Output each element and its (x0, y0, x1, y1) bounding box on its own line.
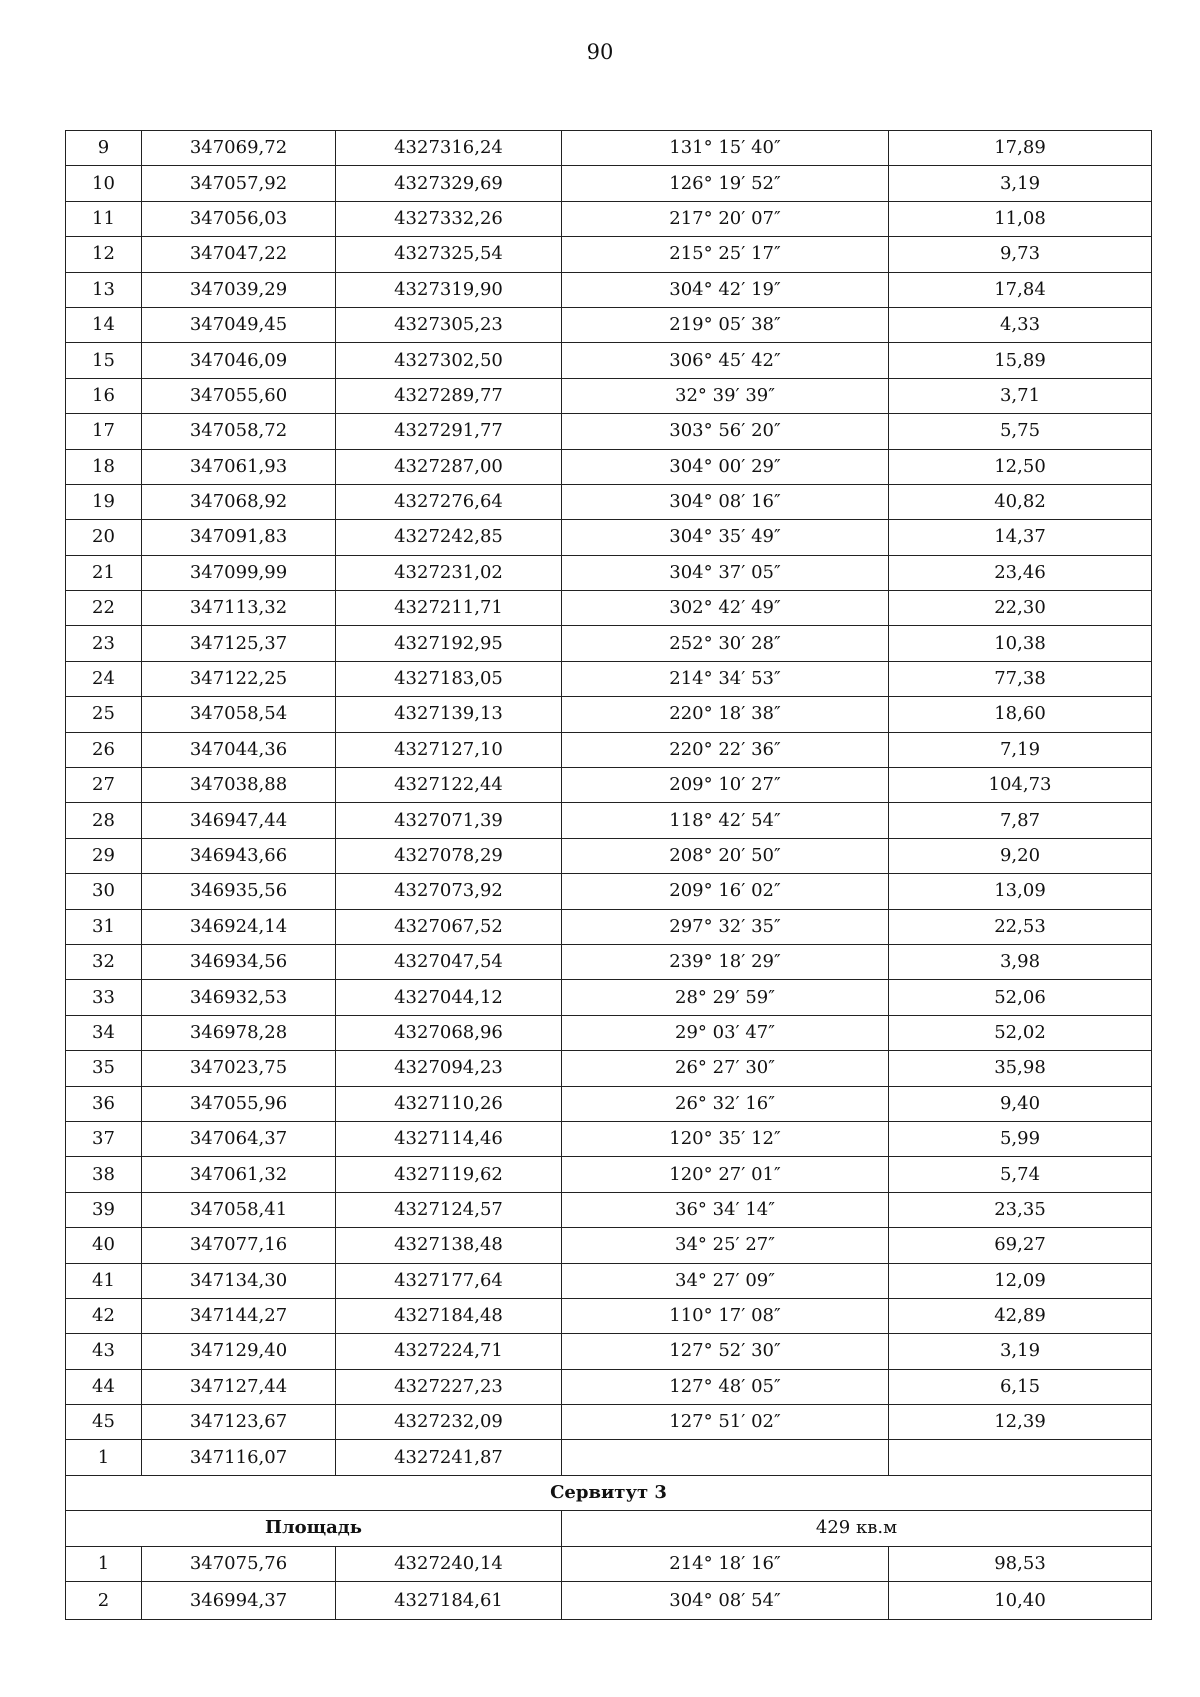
table-row (66, 661, 1152, 696)
direction-angle-cell: 304° 35′ 49″ (562, 520, 889, 555)
y-coordinate-cell: 4327319,90 (336, 272, 562, 307)
distance-cell: 3,71 (889, 378, 1152, 413)
table-row (66, 272, 1152, 307)
y-coordinate-cell: 4327047,54 (336, 944, 562, 979)
point-number-cell: 34 (66, 1015, 142, 1050)
table-row (66, 1192, 1152, 1227)
table-row (66, 166, 1152, 201)
point-number-cell: 1 (66, 1440, 142, 1475)
distance-cell: 22,53 (889, 909, 1152, 944)
x-coordinate-cell: 347056,03 (142, 201, 336, 236)
table-row (66, 449, 1152, 484)
table-row (66, 484, 1152, 519)
distance-cell: 11,08 (889, 201, 1152, 236)
distance-cell: 9,73 (889, 237, 1152, 272)
x-coordinate-cell: 347122,25 (142, 661, 336, 696)
x-coordinate-cell: 347038,88 (142, 768, 336, 803)
distance-cell: 12,39 (889, 1405, 1152, 1440)
table-row (66, 1582, 1152, 1620)
y-coordinate-cell: 4327227,23 (336, 1369, 562, 1404)
direction-angle-cell (562, 1440, 889, 1475)
y-coordinate-cell: 4327127,10 (336, 732, 562, 767)
direction-angle-cell: 304° 42′ 19″ (562, 272, 889, 307)
point-number-cell: 18 (66, 449, 142, 484)
direction-angle-cell: 209° 10′ 27″ (562, 768, 889, 803)
y-coordinate-cell: 4327073,92 (336, 874, 562, 909)
distance-cell: 77,38 (889, 661, 1152, 696)
distance-cell: 5,74 (889, 1157, 1152, 1192)
table-row (66, 1228, 1152, 1263)
direction-angle-cell: 252° 30′ 28″ (562, 626, 889, 661)
x-coordinate-cell: 347058,54 (142, 697, 336, 732)
distance-cell: 40,82 (889, 484, 1152, 519)
y-coordinate-cell: 4327224,71 (336, 1334, 562, 1369)
x-coordinate-cell: 347134,30 (142, 1263, 336, 1298)
coordinates-table (65, 130, 1152, 1620)
point-number-cell: 28 (66, 803, 142, 838)
direction-angle-cell: 34° 25′ 27″ (562, 1228, 889, 1263)
table-row (66, 555, 1152, 590)
distance-cell: 17,89 (889, 131, 1152, 166)
y-coordinate-cell: 4327078,29 (336, 838, 562, 873)
distance-cell: 3,19 (889, 1334, 1152, 1369)
direction-angle-cell: 110° 17′ 08″ (562, 1298, 889, 1333)
y-coordinate-cell: 4327138,48 (336, 1228, 562, 1263)
table-row (66, 909, 1152, 944)
direction-angle-cell: 127° 48′ 05″ (562, 1369, 889, 1404)
y-coordinate-cell: 4327192,95 (336, 626, 562, 661)
distance-cell: 9,20 (889, 838, 1152, 873)
x-coordinate-cell: 347061,32 (142, 1157, 336, 1192)
x-coordinate-cell: 347144,27 (142, 1298, 336, 1333)
y-coordinate-cell: 4327122,44 (336, 768, 562, 803)
direction-angle-cell: 304° 08′ 54″ (562, 1582, 889, 1620)
point-number-cell: 23 (66, 626, 142, 661)
table-row (66, 1334, 1152, 1369)
direction-angle-cell: 304° 37′ 05″ (562, 555, 889, 590)
point-number-cell: 33 (66, 980, 142, 1015)
x-coordinate-cell: 347113,32 (142, 591, 336, 626)
x-coordinate-cell: 346932,53 (142, 980, 336, 1015)
x-coordinate-cell: 346943,66 (142, 838, 336, 873)
x-coordinate-cell: 346947,44 (142, 803, 336, 838)
direction-angle-cell: 120° 35′ 12″ (562, 1121, 889, 1156)
x-coordinate-cell: 346935,56 (142, 874, 336, 909)
direction-angle-cell: 302° 42′ 49″ (562, 591, 889, 626)
direction-angle-cell: 209° 16′ 02″ (562, 874, 889, 909)
y-coordinate-cell: 4327124,57 (336, 1192, 562, 1227)
y-coordinate-cell: 4327289,77 (336, 378, 562, 413)
table-row (66, 874, 1152, 909)
distance-cell: 52,02 (889, 1015, 1152, 1050)
section-title: Сервитут 3 (66, 1475, 1152, 1510)
direction-angle-cell: 127° 52′ 30″ (562, 1334, 889, 1369)
point-number-cell: 11 (66, 201, 142, 236)
distance-cell: 7,87 (889, 803, 1152, 838)
point-number-cell: 16 (66, 378, 142, 413)
direction-angle-cell: 118° 42′ 54″ (562, 803, 889, 838)
point-number-cell: 29 (66, 838, 142, 873)
x-coordinate-cell: 347044,36 (142, 732, 336, 767)
point-number-cell: 42 (66, 1298, 142, 1333)
direction-angle-cell: 29° 03′ 47″ (562, 1015, 889, 1050)
x-coordinate-cell: 347116,07 (142, 1440, 336, 1475)
distance-cell: 12,09 (889, 1263, 1152, 1298)
table-row (66, 1263, 1152, 1298)
y-coordinate-cell: 4327211,71 (336, 591, 562, 626)
direction-angle-cell: 120° 27′ 01″ (562, 1157, 889, 1192)
y-coordinate-cell: 4327276,64 (336, 484, 562, 519)
direction-angle-cell: 215° 25′ 17″ (562, 237, 889, 272)
y-coordinate-cell: 4327177,64 (336, 1263, 562, 1298)
distance-cell: 3,98 (889, 944, 1152, 979)
table-row (66, 1086, 1152, 1121)
table-row (66, 307, 1152, 342)
table-row (66, 768, 1152, 803)
x-coordinate-cell: 347023,75 (142, 1051, 336, 1086)
x-coordinate-cell: 347125,37 (142, 626, 336, 661)
x-coordinate-cell: 347039,29 (142, 272, 336, 307)
y-coordinate-cell: 4327184,61 (336, 1582, 562, 1620)
x-coordinate-cell: 347055,60 (142, 378, 336, 413)
direction-angle-cell: 219° 05′ 38″ (562, 307, 889, 342)
direction-angle-cell: 26° 27′ 30″ (562, 1051, 889, 1086)
x-coordinate-cell: 347127,44 (142, 1369, 336, 1404)
x-coordinate-cell: 347058,72 (142, 414, 336, 449)
distance-cell: 6,15 (889, 1369, 1152, 1404)
table-row (66, 1440, 1152, 1475)
table-row (66, 343, 1152, 378)
y-coordinate-cell: 4327240,14 (336, 1546, 562, 1581)
area-row (66, 1511, 1152, 1546)
point-number-cell: 17 (66, 414, 142, 449)
distance-cell: 5,99 (889, 1121, 1152, 1156)
point-number-cell: 39 (66, 1192, 142, 1227)
point-number-cell: 1 (66, 1546, 142, 1581)
table-row (66, 414, 1152, 449)
point-number-cell: 44 (66, 1369, 142, 1404)
distance-cell: 42,89 (889, 1298, 1152, 1333)
distance-cell: 52,06 (889, 980, 1152, 1015)
distance-cell: 17,84 (889, 272, 1152, 307)
table-row (66, 1405, 1152, 1440)
direction-angle-cell: 239° 18′ 29″ (562, 944, 889, 979)
y-coordinate-cell: 4327114,46 (336, 1121, 562, 1156)
direction-angle-cell: 26° 32′ 16″ (562, 1086, 889, 1121)
y-coordinate-cell: 4327232,09 (336, 1405, 562, 1440)
point-number-cell: 43 (66, 1334, 142, 1369)
table-row (66, 237, 1152, 272)
x-coordinate-cell: 347064,37 (142, 1121, 336, 1156)
direction-angle-cell: 303° 56′ 20″ (562, 414, 889, 449)
table-row (66, 201, 1152, 236)
table-row (66, 1015, 1152, 1050)
table-row (66, 1051, 1152, 1086)
direction-angle-cell: 208° 20′ 50″ (562, 838, 889, 873)
distance-cell: 15,89 (889, 343, 1152, 378)
direction-angle-cell: 36° 34′ 14″ (562, 1192, 889, 1227)
x-coordinate-cell: 347077,16 (142, 1228, 336, 1263)
table-row (66, 626, 1152, 661)
x-coordinate-cell: 346924,14 (142, 909, 336, 944)
point-number-cell: 40 (66, 1228, 142, 1263)
distance-cell: 98,53 (889, 1546, 1152, 1581)
point-number-cell: 36 (66, 1086, 142, 1121)
distance-cell: 22,30 (889, 591, 1152, 626)
point-number-cell: 14 (66, 307, 142, 342)
area-label: Площадь (66, 1511, 562, 1546)
direction-angle-cell: 217° 20′ 07″ (562, 201, 889, 236)
point-number-cell: 10 (66, 166, 142, 201)
x-coordinate-cell: 347057,92 (142, 166, 336, 201)
distance-cell: 69,27 (889, 1228, 1152, 1263)
y-coordinate-cell: 4327242,85 (336, 520, 562, 555)
point-number-cell: 27 (66, 768, 142, 803)
direction-angle-cell: 32° 39′ 39″ (562, 378, 889, 413)
distance-cell (889, 1440, 1152, 1475)
point-number-cell: 21 (66, 555, 142, 590)
point-number-cell: 15 (66, 343, 142, 378)
x-coordinate-cell: 346934,56 (142, 944, 336, 979)
direction-angle-cell: 127° 51′ 02″ (562, 1405, 889, 1440)
x-coordinate-cell: 347069,72 (142, 131, 336, 166)
point-number-cell: 35 (66, 1051, 142, 1086)
point-number-cell: 2 (66, 1582, 142, 1620)
y-coordinate-cell: 4327241,87 (336, 1440, 562, 1475)
direction-angle-cell: 214° 34′ 53″ (562, 661, 889, 696)
table-row (66, 131, 1152, 166)
section-title-row (66, 1475, 1152, 1510)
x-coordinate-cell: 347047,22 (142, 237, 336, 272)
direction-angle-cell: 28° 29′ 59″ (562, 980, 889, 1015)
table-row (66, 838, 1152, 873)
direction-angle-cell: 304° 00′ 29″ (562, 449, 889, 484)
direction-angle-cell: 304° 08′ 16″ (562, 484, 889, 519)
distance-cell: 14,37 (889, 520, 1152, 555)
distance-cell: 23,35 (889, 1192, 1152, 1227)
x-coordinate-cell: 347129,40 (142, 1334, 336, 1369)
distance-cell: 10,40 (889, 1582, 1152, 1620)
direction-angle-cell: 306° 45′ 42″ (562, 343, 889, 378)
x-coordinate-cell: 347075,76 (142, 1546, 336, 1581)
distance-cell: 104,73 (889, 768, 1152, 803)
distance-cell: 13,09 (889, 874, 1152, 909)
table-row (66, 520, 1152, 555)
x-coordinate-cell: 346994,37 (142, 1582, 336, 1620)
y-coordinate-cell: 4327329,69 (336, 166, 562, 201)
y-coordinate-cell: 4327231,02 (336, 555, 562, 590)
table-row (66, 1298, 1152, 1333)
y-coordinate-cell: 4327044,12 (336, 980, 562, 1015)
distance-cell: 5,75 (889, 414, 1152, 449)
table-row (66, 591, 1152, 626)
direction-angle-cell: 131° 15′ 40″ (562, 131, 889, 166)
y-coordinate-cell: 4327305,23 (336, 307, 562, 342)
direction-angle-cell: 214° 18′ 16″ (562, 1546, 889, 1581)
point-number-cell: 19 (66, 484, 142, 519)
point-number-cell: 38 (66, 1157, 142, 1192)
y-coordinate-cell: 4327119,62 (336, 1157, 562, 1192)
point-number-cell: 32 (66, 944, 142, 979)
point-number-cell: 31 (66, 909, 142, 944)
table-row (66, 944, 1152, 979)
y-coordinate-cell: 4327332,26 (336, 201, 562, 236)
direction-angle-cell: 297° 32′ 35″ (562, 909, 889, 944)
page-number: 90 (586, 40, 614, 64)
point-number-cell: 26 (66, 732, 142, 767)
point-number-cell: 37 (66, 1121, 142, 1156)
x-coordinate-cell: 347058,41 (142, 1192, 336, 1227)
distance-cell: 10,38 (889, 626, 1152, 661)
table-row (66, 732, 1152, 767)
x-coordinate-cell: 347061,93 (142, 449, 336, 484)
distance-cell: 3,19 (889, 166, 1152, 201)
y-coordinate-cell: 4327291,77 (336, 414, 562, 449)
y-coordinate-cell: 4327325,54 (336, 237, 562, 272)
x-coordinate-cell: 347091,83 (142, 520, 336, 555)
x-coordinate-cell: 347046,09 (142, 343, 336, 378)
point-number-cell: 13 (66, 272, 142, 307)
point-number-cell: 30 (66, 874, 142, 909)
table-row (66, 803, 1152, 838)
y-coordinate-cell: 4327071,39 (336, 803, 562, 838)
y-coordinate-cell: 4327067,52 (336, 909, 562, 944)
table-row (66, 1369, 1152, 1404)
point-number-cell: 9 (66, 131, 142, 166)
direction-angle-cell: 34° 27′ 09″ (562, 1263, 889, 1298)
distance-cell: 9,40 (889, 1086, 1152, 1121)
y-coordinate-cell: 4327094,23 (336, 1051, 562, 1086)
y-coordinate-cell: 4327068,96 (336, 1015, 562, 1050)
table-row (66, 1157, 1152, 1192)
distance-cell: 4,33 (889, 307, 1152, 342)
y-coordinate-cell: 4327316,24 (336, 131, 562, 166)
point-number-cell: 12 (66, 237, 142, 272)
direction-angle-cell: 220° 22′ 36″ (562, 732, 889, 767)
point-number-cell: 20 (66, 520, 142, 555)
x-coordinate-cell: 347055,96 (142, 1086, 336, 1121)
x-coordinate-cell: 347099,99 (142, 555, 336, 590)
direction-angle-cell: 220° 18′ 38″ (562, 697, 889, 732)
table-row (66, 980, 1152, 1015)
y-coordinate-cell: 4327110,26 (336, 1086, 562, 1121)
table-row (66, 1121, 1152, 1156)
x-coordinate-cell: 347123,67 (142, 1405, 336, 1440)
y-coordinate-cell: 4327139,13 (336, 697, 562, 732)
direction-angle-cell: 126° 19′ 52″ (562, 166, 889, 201)
table-row (66, 697, 1152, 732)
point-number-cell: 22 (66, 591, 142, 626)
x-coordinate-cell: 346978,28 (142, 1015, 336, 1050)
y-coordinate-cell: 4327183,05 (336, 661, 562, 696)
point-number-cell: 24 (66, 661, 142, 696)
distance-cell: 35,98 (889, 1051, 1152, 1086)
y-coordinate-cell: 4327287,00 (336, 449, 562, 484)
x-coordinate-cell: 347049,45 (142, 307, 336, 342)
distance-cell: 18,60 (889, 697, 1152, 732)
x-coordinate-cell: 347068,92 (142, 484, 336, 519)
distance-cell: 12,50 (889, 449, 1152, 484)
point-number-cell: 25 (66, 697, 142, 732)
table-row (66, 1546, 1152, 1581)
distance-cell: 7,19 (889, 732, 1152, 767)
table-row (66, 378, 1152, 413)
distance-cell: 23,46 (889, 555, 1152, 590)
y-coordinate-cell: 4327302,50 (336, 343, 562, 378)
point-number-cell: 41 (66, 1263, 142, 1298)
area-value: 429 кв.м (562, 1511, 1152, 1546)
y-coordinate-cell: 4327184,48 (336, 1298, 562, 1333)
point-number-cell: 45 (66, 1405, 142, 1440)
